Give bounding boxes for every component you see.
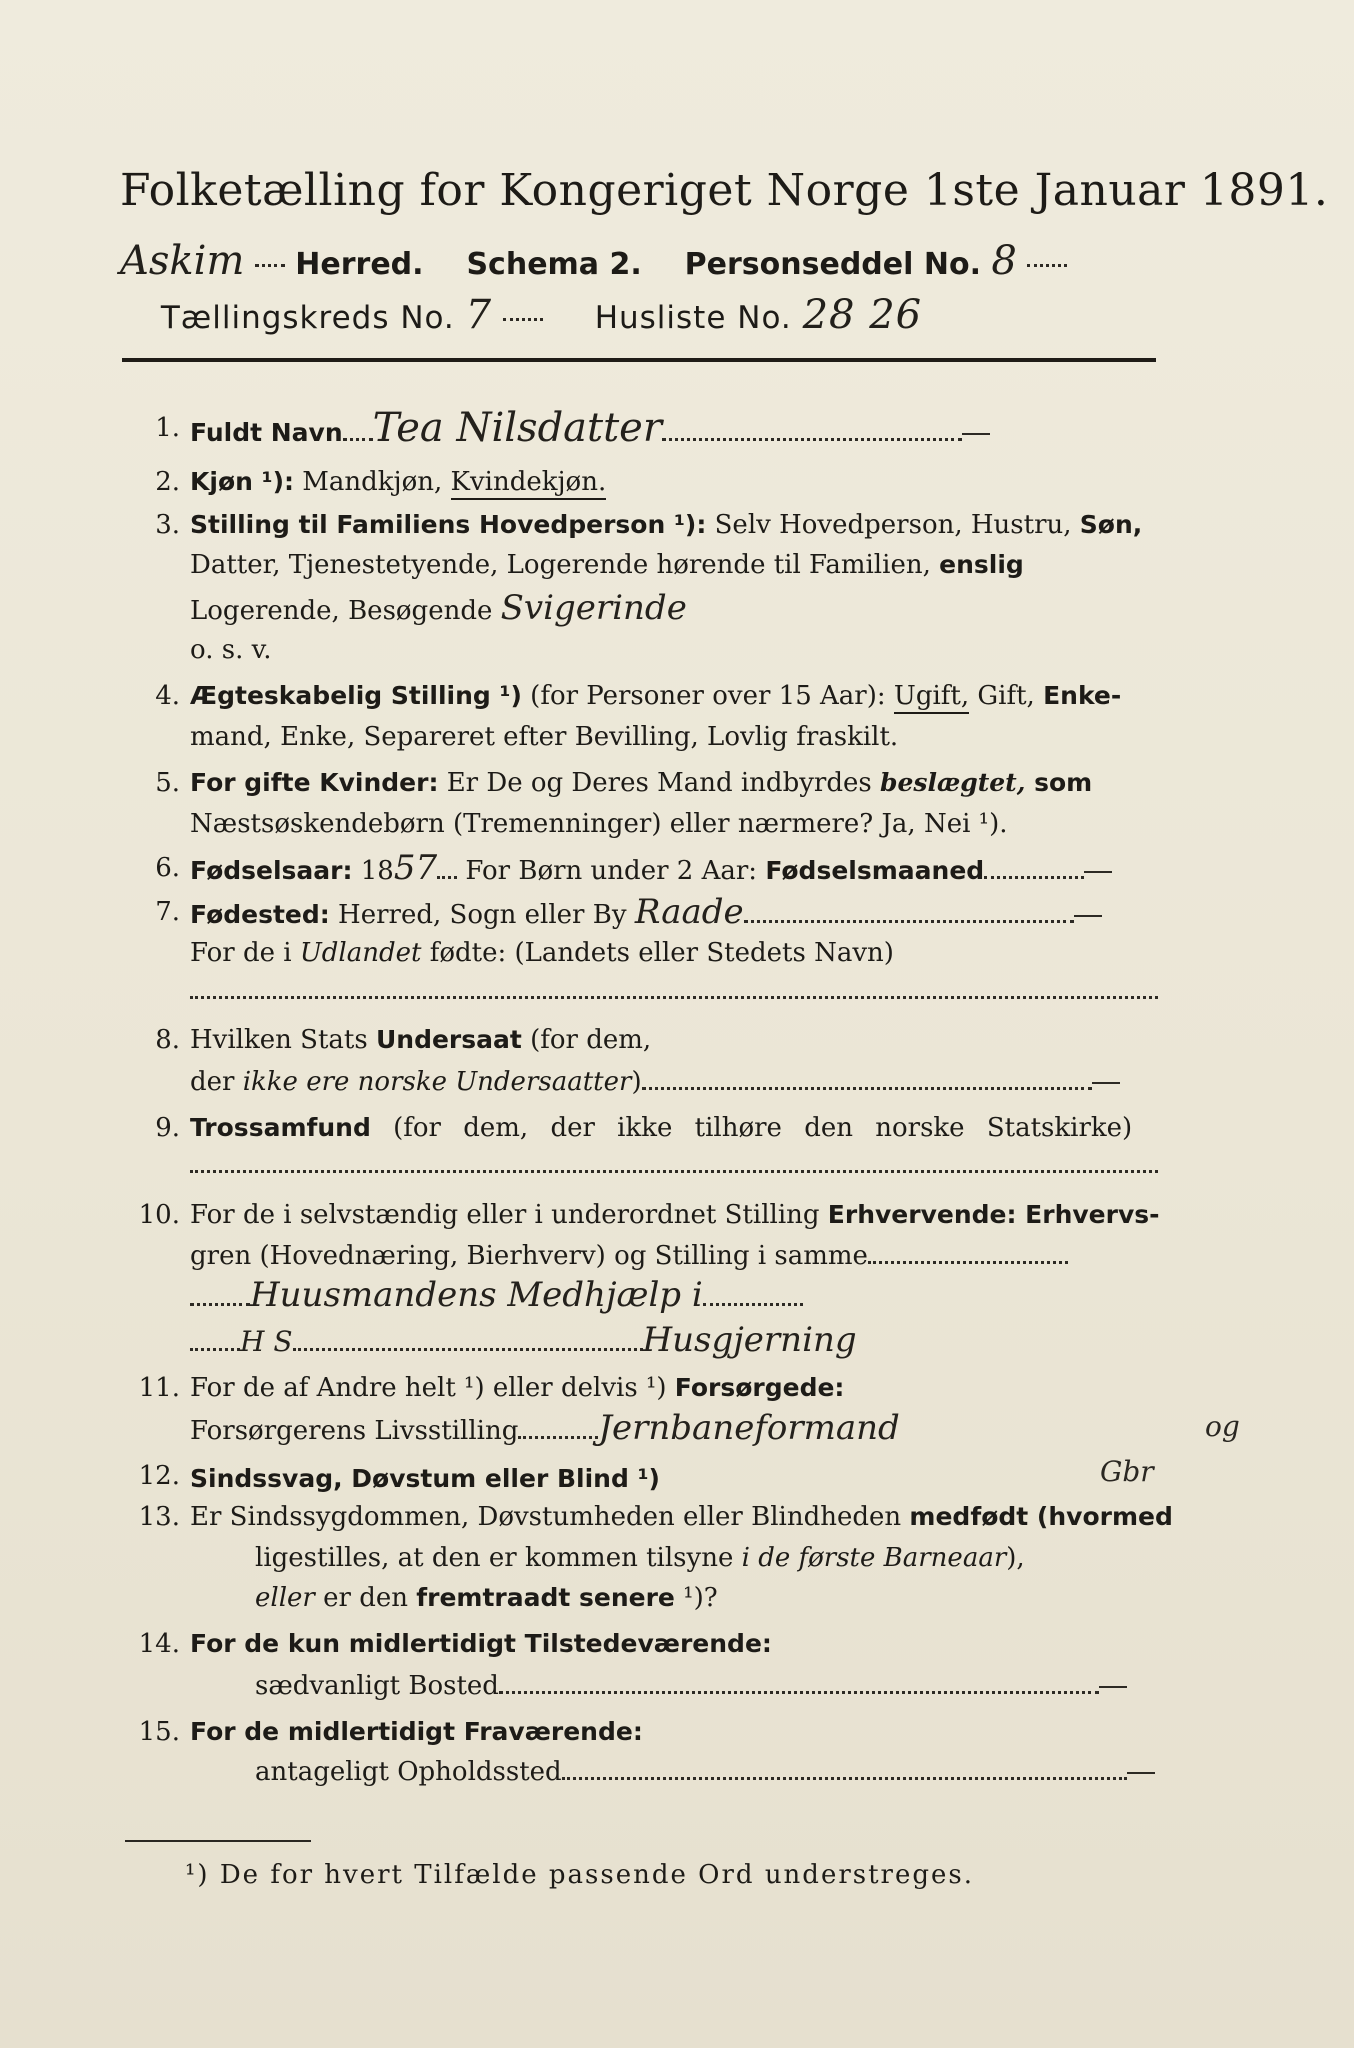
herred-label: Herred.: [295, 247, 424, 282]
item-text: ligestilles, at den er kommen tilsyne: [255, 1543, 742, 1573]
item-label: For de midlertidigt Fraværende:: [190, 1717, 643, 1746]
item-3-line4: [120, 630, 1160, 670]
herred-value: Askim: [120, 238, 245, 284]
item-text: For de af Andre helt ¹) eller delvis ¹): [190, 1373, 675, 1403]
item-3: [120, 505, 1160, 545]
item-4-line2: [120, 717, 1160, 757]
item-text: sædvanligt Bosted: [255, 1671, 499, 1701]
item-text-bold: Forsørgede:: [674, 1373, 845, 1402]
item-text: (for dem,: [521, 1025, 652, 1055]
item-label: For gifte Kvinder:: [190, 768, 439, 797]
item-number: 4.: [155, 681, 180, 711]
item-number: 15.: [138, 1717, 180, 1747]
item-10-line4: [120, 1320, 1160, 1360]
item-text: o. s. v.: [190, 635, 272, 665]
personseddel-value: 8: [991, 238, 1017, 284]
item-13-line2: [120, 1538, 1160, 1578]
header-rule: [122, 358, 1156, 362]
item-text: (for Personer over 15 Aar):: [530, 681, 886, 711]
item-text-bold: Erhvervende: Erhvervs-: [827, 1200, 1160, 1229]
occupation-value-1: Huusmandens Medhjælp i: [250, 1275, 703, 1315]
item-11-line2: [120, 1408, 1160, 1448]
selected-option: Ugift,: [894, 681, 969, 714]
item-text: For de i: [190, 938, 300, 968]
item-text-bold: Søn,: [1079, 510, 1143, 539]
full-name-value: Tea Nilsdatter: [372, 405, 662, 451]
item-3-line3: [120, 588, 1160, 628]
item-13-line3: [120, 1578, 1160, 1618]
item-6: [120, 848, 1160, 888]
item-text: For Børn under 2 Aar:: [465, 856, 758, 886]
item-text: mand, Enke, Separeret efter Bevilling, Lovlig fraskilt.: [190, 722, 899, 752]
margin-note-gbr: Gbr: [1100, 1455, 1154, 1488]
margin-note-og: og: [1205, 1410, 1240, 1443]
item-10-line3: [120, 1275, 1160, 1315]
item-text-bold: enslig: [939, 550, 1024, 579]
birthplace-value: Raade: [634, 892, 744, 932]
item-text-italic: beslægtet,: [879, 768, 1026, 797]
item-text-bold: Enke-: [1043, 681, 1122, 710]
item-text: (for dem, der ikke tilhøre den norske Statskirke): [393, 1113, 1133, 1143]
item-2: [120, 462, 1160, 502]
item-label: Stilling til Familiens Hovedperson ¹):: [190, 510, 707, 539]
item-3-line2: [120, 545, 1160, 585]
occupation-value-2: Husgjerning: [642, 1320, 857, 1360]
item-14: [120, 1624, 1160, 1664]
item-text-bold: Fødselsmaaned: [765, 856, 985, 885]
item-number: 7.: [155, 897, 180, 927]
item-7: [120, 892, 1160, 932]
item-number: 5.: [155, 768, 180, 798]
item-text: ),: [1006, 1543, 1025, 1573]
item-text: Forsørgerens Livsstilling: [190, 1416, 519, 1446]
item-number: 12.: [138, 1461, 180, 1491]
footnote: ¹) De for hvert Tilfælde passende Ord understreges.: [185, 1860, 975, 1890]
item-text: Hvilken Stats: [190, 1025, 376, 1055]
item-number: 6.: [155, 853, 180, 883]
item-text-bold: medfødt (hvormed: [909, 1502, 1173, 1531]
item-number: 3.: [155, 510, 180, 540]
item-text-italic: eller: [255, 1583, 315, 1613]
husliste-value: 28 26: [802, 292, 923, 338]
husliste-label: Husliste No.: [594, 300, 792, 336]
item-number: 8.: [155, 1025, 180, 1055]
item-text: antageligt Opholdssted: [255, 1757, 562, 1787]
item-number: 9.: [155, 1113, 180, 1143]
item-text: Næstsøskendebørn (Tremenninger) eller nærmere? Ja, Nei ¹).: [190, 809, 1008, 839]
item-label: Fuldt Navn: [190, 418, 343, 447]
item-text: ): [631, 1067, 642, 1097]
item-9: [120, 1108, 1160, 1148]
item-text-italic: i de første Barneaar: [741, 1543, 1007, 1573]
item-15-line2: [120, 1752, 1160, 1792]
item-5: [120, 763, 1160, 803]
item-3-line2-text: [190, 545, 1160, 585]
item-10: [120, 1195, 1160, 1235]
item-label: Sindssvag, Døvstum eller Blind ¹): [190, 1464, 660, 1493]
item-text: Er De og Deres Mand indbyrdes: [446, 768, 872, 798]
item-13: [120, 1497, 1173, 1537]
header-row-kreds: [120, 292, 1160, 342]
item-number: 1.: [155, 413, 180, 443]
item-4: [120, 676, 1160, 716]
item-3-line3-text: [190, 588, 1160, 631]
item-text-italic: ikke ere norske Undersaatter: [242, 1067, 632, 1097]
item-11: [120, 1368, 1160, 1408]
item-number: 11.: [138, 1373, 180, 1403]
year-prefix: 18: [360, 856, 394, 886]
item-text: ¹)?: [674, 1583, 718, 1613]
birth-year-value: 57: [393, 848, 438, 888]
item-number: 10.: [138, 1200, 180, 1230]
provider-occupation-value: Jernbaneformand: [598, 1408, 900, 1448]
kreds-label: Tællingskreds No.: [160, 300, 455, 336]
item-8: [120, 1020, 1160, 1060]
item-text-bold: som: [1025, 768, 1093, 797]
item-text-bold: fremtraadt senere: [416, 1583, 675, 1612]
item-5-line2: [120, 804, 1160, 844]
personseddel-label: Personseddel No.: [684, 247, 981, 282]
item-text: Er Sindssygdommen, Døvstumheden eller Blindheden: [190, 1502, 902, 1532]
item-7-line2: [120, 933, 1160, 973]
item-number: 14.: [138, 1629, 180, 1659]
item-label: Ægteskabelig Stilling ¹): [190, 681, 522, 710]
kreds-value: 7: [465, 292, 493, 338]
header-row-herred: [120, 238, 1160, 288]
item-text: Gift,: [977, 681, 1035, 711]
item-text: Selv Hovedperson, Hustru,: [714, 510, 1072, 540]
item-label: Fødselsaar:: [190, 856, 353, 885]
item-text: Logerende, Besøgende: [190, 596, 493, 626]
item-10-line2: [120, 1236, 1160, 1276]
item-text-bold: Undersaat: [375, 1025, 522, 1054]
item-text: Herred, Sogn eller By: [338, 900, 627, 930]
position-value: Svigerinde: [500, 588, 687, 628]
item-label: For de kun midlertidigt Tilstedeværende:: [190, 1629, 772, 1658]
item-15: [120, 1712, 1160, 1752]
item-1: [120, 405, 1160, 451]
item-text: Datter, Tjenestetyende, Logerende hørende til Familien,: [190, 550, 931, 580]
footnote-rule: [125, 1840, 311, 1842]
blank-line: [190, 996, 1158, 999]
item-number: 13.: [138, 1502, 180, 1532]
item-14-line2: [120, 1666, 1160, 1706]
item-text: gren (Hovednæring, Bierhverv) og Stilling i samme: [190, 1241, 868, 1271]
item-text: Mandkjøn,: [302, 467, 443, 497]
item-12: [120, 1456, 1160, 1496]
item-text: er den: [314, 1583, 417, 1613]
schema-label: Schema 2.: [466, 247, 642, 282]
item-text: fødte: (Landets eller Stedets Navn): [421, 938, 894, 968]
item-8-line2: [120, 1062, 1160, 1102]
item-text-italic: Udlandet: [299, 938, 422, 968]
occupation-margin-note: H S: [240, 1325, 293, 1358]
item-number: 2.: [155, 467, 180, 497]
form-title: Folketælling for Kongeriget Norge 1ste Januar 1891.: [120, 165, 1329, 216]
blank-line: [190, 1170, 1158, 1173]
item-label: Kjøn ¹):: [190, 467, 294, 496]
item-label: Fødested:: [190, 900, 330, 929]
item-text: der: [190, 1067, 243, 1097]
item-text: For de i selvstændig eller i underordnet Stilling: [190, 1200, 820, 1230]
selected-option: Kvindekjøn.: [451, 467, 607, 500]
item-label: Trossamfund: [190, 1113, 371, 1142]
